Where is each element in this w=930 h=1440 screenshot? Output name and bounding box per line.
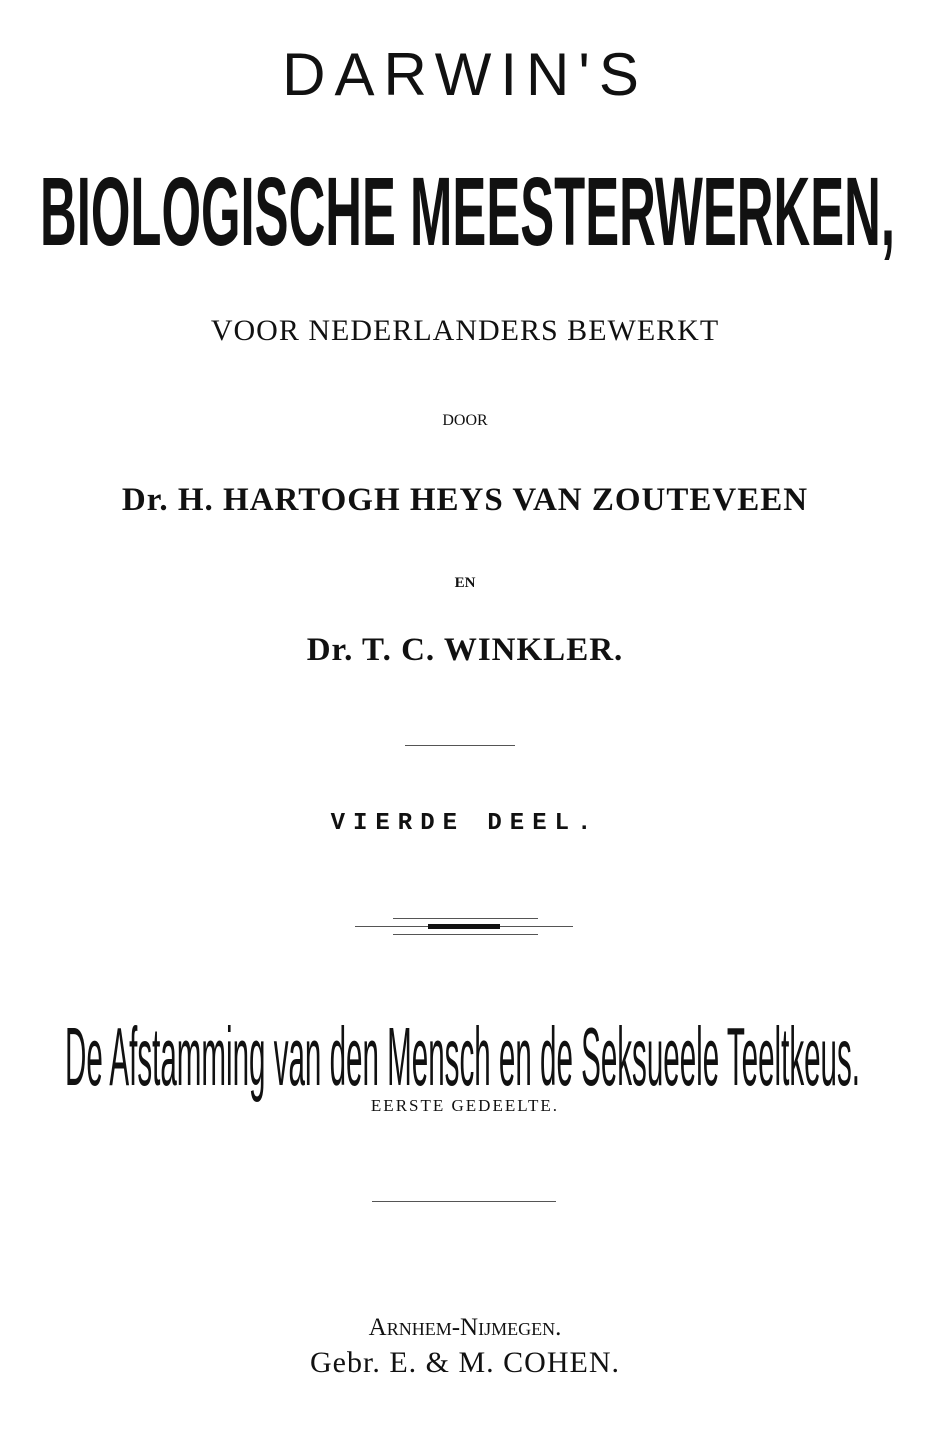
publisher-name: Gebr. E. & M. COHEN. (310, 1346, 620, 1379)
main-title (0, 150, 930, 260)
divider (393, 918, 538, 919)
divider (405, 745, 515, 746)
author-2: Dr. T. C. WINKLER. (306, 632, 624, 668)
series-title: DARWIN'S (282, 41, 648, 108)
divider-bar (428, 924, 500, 929)
work-title (0, 1000, 930, 1110)
by-label: DOOR (442, 412, 488, 429)
main-title-text: BIOLOGISCHE MEESTERWERKEN, (40, 157, 895, 260)
work-title-text: De Afstamming van den Mensch en de Seksueele Teeltkeus. (65, 1010, 861, 1103)
volume-label: VIERDE DEEL. (330, 810, 600, 837)
author-1: Dr. H. HARTOGH HEYS VAN ZOUTEVEEN (121, 482, 809, 518)
divider (372, 1201, 556, 1202)
subtitle: VOOR NEDERLANDERS BEWERKT (210, 314, 720, 347)
and-label: EN (454, 575, 476, 591)
divider (393, 934, 538, 935)
publisher-place: Arnhem-Nijmegen. (368, 1314, 562, 1341)
part-label: EERSTE GEDEELTE. (370, 1096, 560, 1115)
